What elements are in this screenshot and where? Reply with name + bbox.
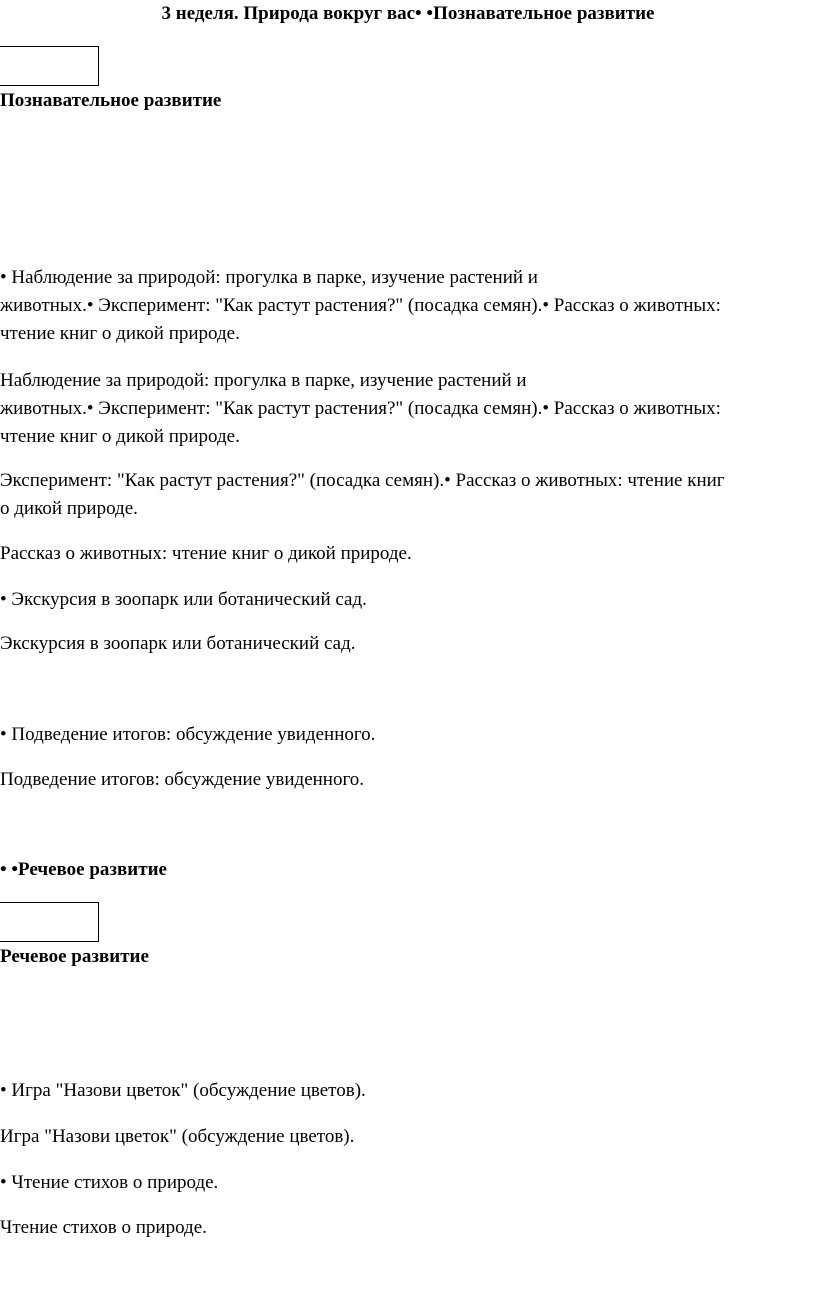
paragraph-observation — [0, 367, 816, 451]
paragraph-summary: Подведение итогов: обсуждение увиденного. — [0, 769, 365, 790]
section-heading-cognitive: Познавательное развитие — [0, 90, 222, 111]
image-placeholder-box — [0, 46, 99, 86]
paragraph-animals-story: Рассказ о животных: чтение книг о дикой природе. — [0, 543, 412, 564]
paragraph-poems: Чтение стихов о природе. — [0, 1217, 207, 1238]
paragraph-observation-bulleted — [0, 264, 816, 348]
image-placeholder-box — [0, 902, 99, 942]
paragraph-poems-bulleted: • Чтение стихов о природе. — [0, 1172, 219, 1193]
paragraph-flower-game: Игра "Назови цветок" (обсуждение цветов). — [0, 1126, 355, 1147]
text-line: чтение книг о дикой природе. — [0, 323, 240, 344]
text-line: чтение книг о дикой природе. — [0, 426, 240, 447]
paragraph-excursion: Экскурсия в зоопарк или ботанический сад. — [0, 633, 356, 654]
section-bullet-heading-speech: • •Речевое развитие — [0, 859, 167, 880]
text-line: • Наблюдение за природой: прогулка в парке, изучение растений и — [0, 267, 538, 288]
text-line: животных.• Эксперимент: "Как растут растения?" (посадка семян).• Рассказ о животных: — [0, 398, 721, 419]
text-line: животных.• Эксперимент: "Как растут растения?" (посадка семян).• Рассказ о животных: — [0, 295, 721, 316]
text-line: о дикой природе. — [0, 498, 138, 519]
paragraph-experiment — [0, 467, 816, 523]
paragraph-flower-game-bulleted: • Игра "Назови цветок" (обсуждение цветов). — [0, 1080, 366, 1101]
page-title: 3 неделя. Природа вокруг вас• •Познавательное развитие — [161, 3, 655, 24]
paragraph-summary-bulleted: • Подведение итогов: обсуждение увиденного. — [0, 724, 376, 745]
section-heading-speech: Речевое развитие — [0, 946, 149, 967]
text-line: Наблюдение за природой: прогулка в парке, изучение растений и — [0, 370, 527, 391]
text-line: Эксперимент: "Как растут растения?" (посадка семян).• Рассказ о животных: чтение книг — [0, 470, 725, 491]
paragraph-excursion-bulleted: • Экскурсия в зоопарк или ботанический сад. — [0, 589, 367, 610]
